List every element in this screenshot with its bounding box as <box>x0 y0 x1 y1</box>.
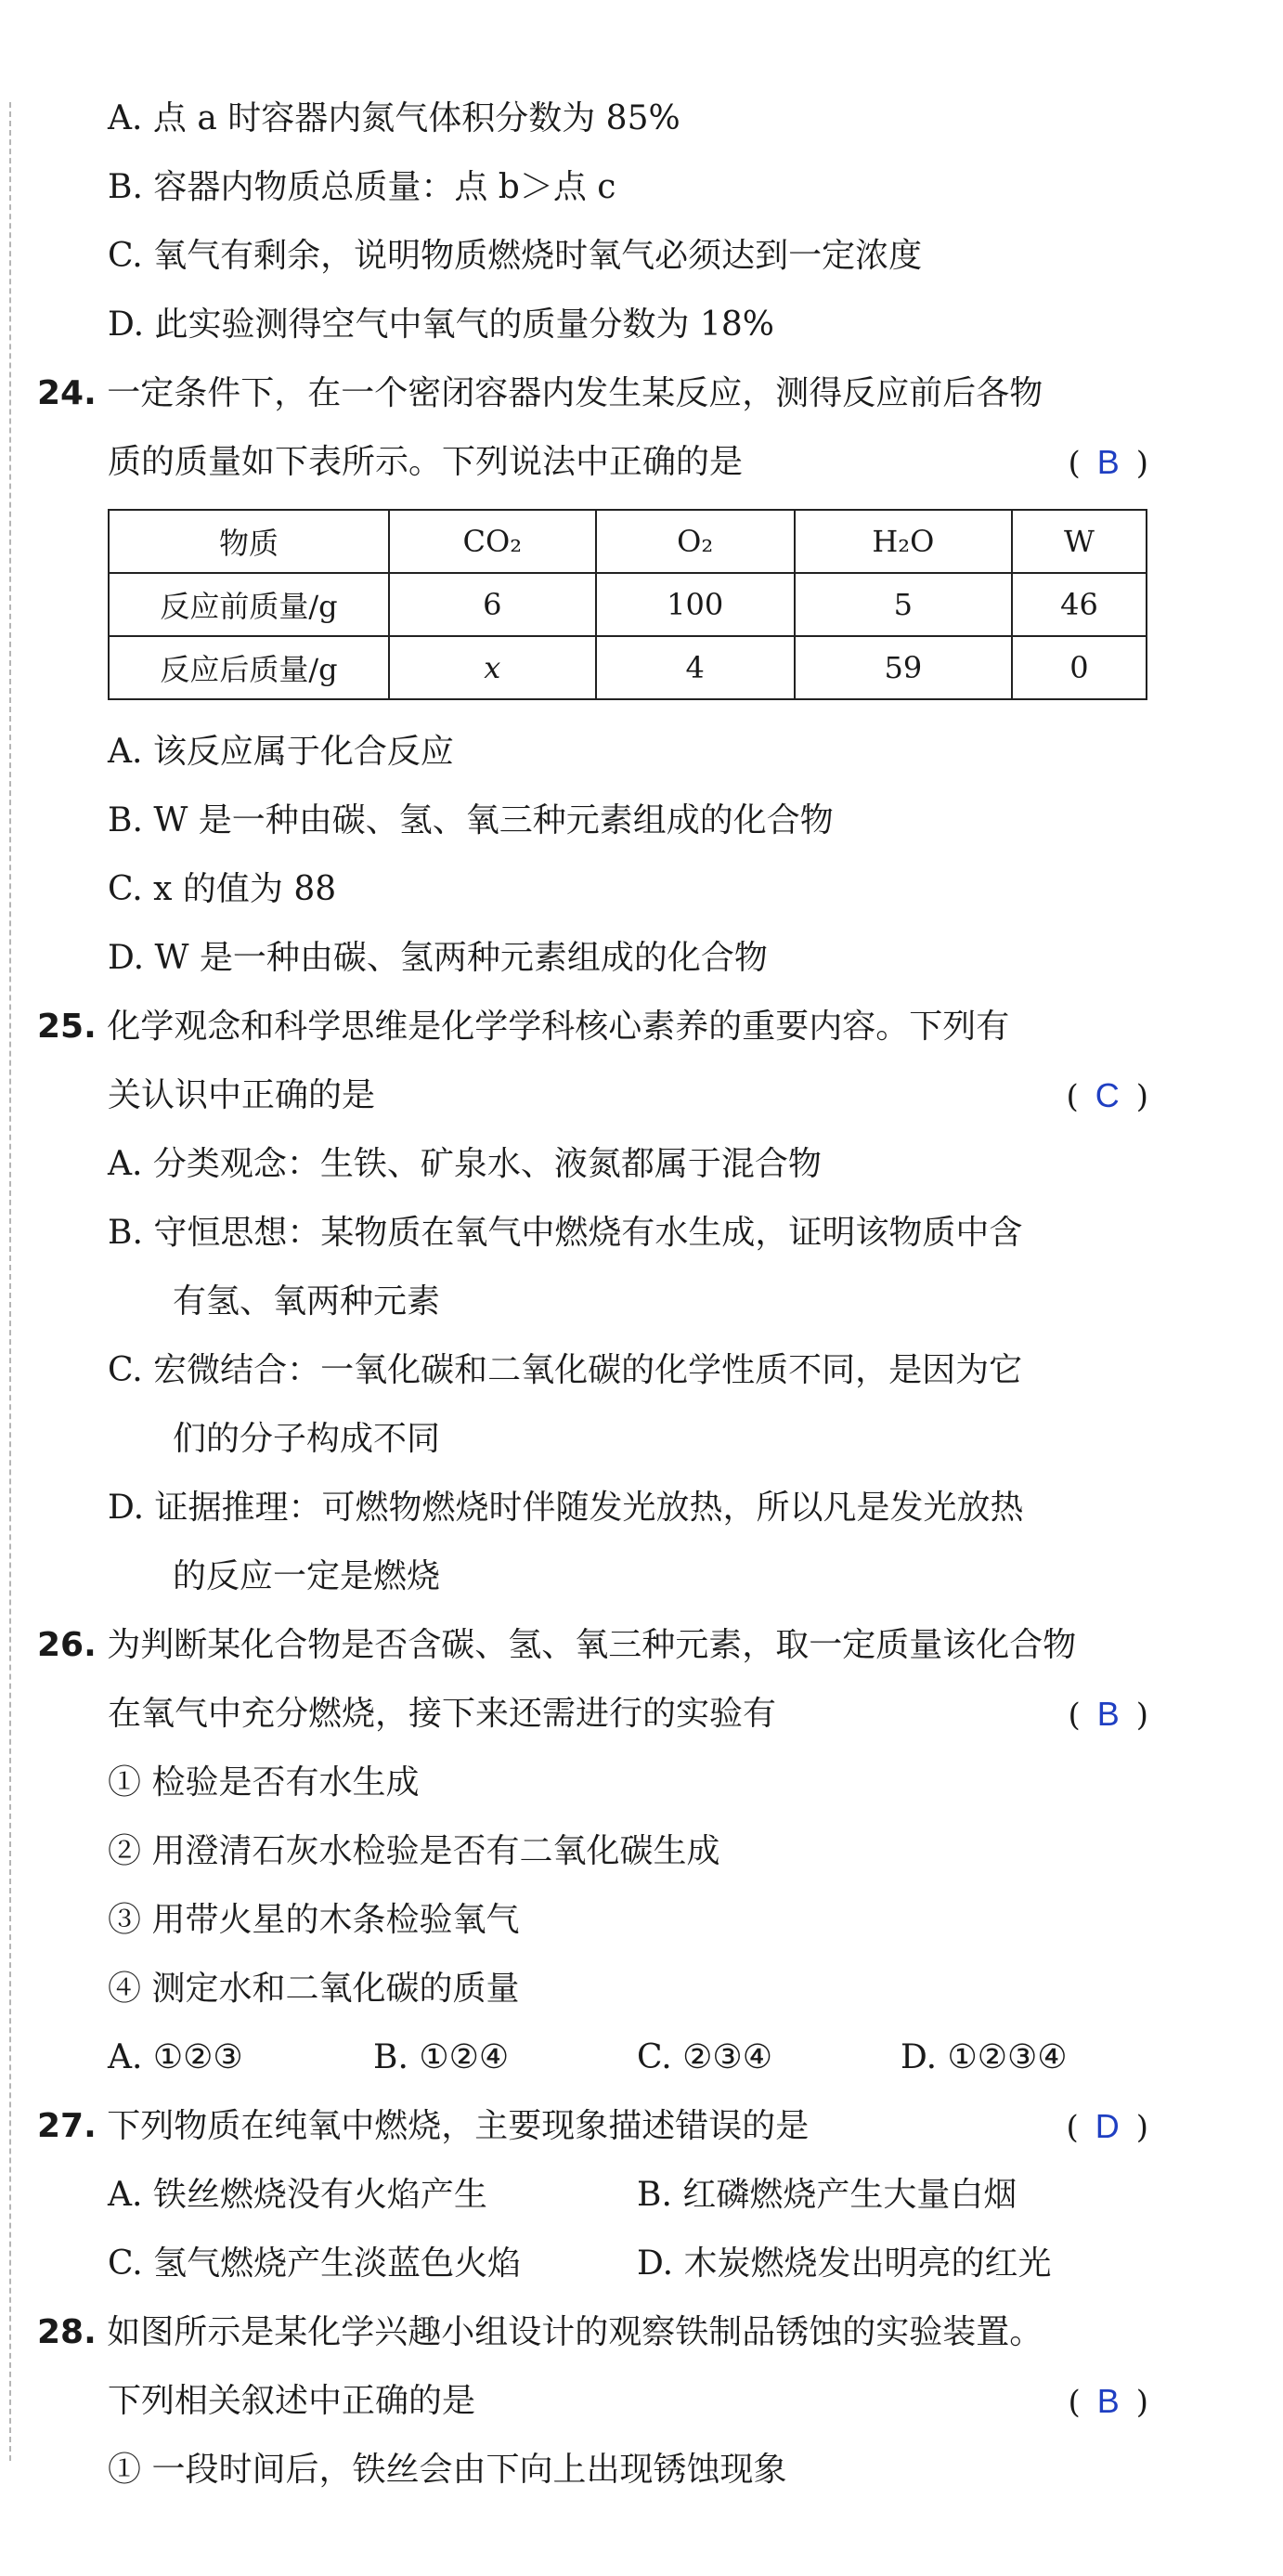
q24-mass-table <box>108 509 1147 700</box>
q27-number: 27. <box>37 2107 97 2145</box>
table-header-cell: CO₂ <box>389 510 596 573</box>
q26-option-a: A. ①②③ <box>108 2038 243 2076</box>
q23-option-b: B. 容器内物质总质量：点 b＞点 c <box>108 168 616 206</box>
q26-item-4: ④ 测定水和二氧化碳的质量 <box>108 1970 520 2008</box>
q27-stem-text1: 下列物质在纯氧中燃烧，主要现象描述错误的是 <box>107 2107 810 2145</box>
q25-option-c: C. 宏微结合：一氧化碳和二氧化碳的化学性质不同，是因为它 <box>108 1351 1023 1389</box>
q27-option-d: D. 木炭燃烧发出明亮的红光 <box>637 2244 1052 2283</box>
table-cell: 5 <box>795 573 1012 636</box>
q25-option-d: D. 证据推理：可燃物燃烧时伴随发光放热，所以凡是发光放热 <box>108 1489 1024 1527</box>
q26-stem-line1 <box>37 1623 1076 1668</box>
table-header-cell: H₂O <box>795 510 1012 573</box>
table-cell: 59 <box>795 636 1012 699</box>
q25-answer: ( C ) <box>1066 1076 1148 1115</box>
q28-number: 28. <box>37 2313 97 2351</box>
table-row <box>109 636 1147 699</box>
q24-option-a: A. 该反应属于化合反应 <box>108 733 454 771</box>
q26-answer-letter: B <box>1096 1695 1120 1733</box>
q26-option-d: D. ①②③④ <box>901 2038 1068 2076</box>
table-cell: 100 <box>596 573 795 636</box>
q25-stem-line1 <box>37 1005 1009 1049</box>
table-cell: 4 <box>596 636 795 699</box>
q25-stem-text1: 化学观念和科学思维是化学学科核心素养的重要内容。下列有 <box>107 1008 1010 1046</box>
table-header-cell: W <box>1012 510 1147 573</box>
q23-option-a: A. 点 a 时容器内氮气体积分数为 85% <box>108 99 680 137</box>
q26-stem-line2: 在氧气中充分燃烧，接下来还需进行的实验有 <box>108 1695 777 1733</box>
q28-stem-line1 <box>37 2310 1043 2355</box>
q27-option-c: C. 氢气燃烧产生淡蓝色火焰 <box>108 2244 522 2283</box>
q23-option-c: C. 氧气有剩余，说明物质燃烧时氧气必须达到一定浓度 <box>108 237 923 275</box>
table-cell: 6 <box>389 573 596 636</box>
q26-item-1: ① 检验是否有水生成 <box>108 1763 420 1802</box>
q23-option-d: D. 此实验测得空气中氧气的质量分数为 18% <box>108 306 774 344</box>
table-cell: 46 <box>1012 573 1147 636</box>
table-cell: 反应后质量/g <box>109 636 389 699</box>
table-cell: 0 <box>1012 636 1147 699</box>
q26-option-c: C. ②③④ <box>637 2038 772 2076</box>
q26-answer: ( B ) <box>1068 1695 1148 1734</box>
table-row <box>109 573 1147 636</box>
q25-option-b-cont: 有氢、氧两种元素 <box>173 1282 441 1321</box>
q27-answer-letter: D <box>1095 2107 1120 2145</box>
q28-item-1: ① 一段时间后，铁丝会由下向上出现锈蚀现象 <box>108 2451 787 2489</box>
binding-margin-dash <box>9 102 11 2461</box>
q25-option-d-cont: 的反应一定是燃烧 <box>173 1557 441 1595</box>
q25-option-b: B. 守恒思想：某物质在氧气中燃烧有水生成，证明该物质中含 <box>108 1214 1023 1252</box>
q28-stem-line2: 下列相关叙述中正确的是 <box>108 2382 476 2420</box>
q27-option-a: A. 铁丝燃烧没有火焰产生 <box>108 2176 487 2214</box>
q24-answer: ( B ) <box>1068 443 1148 482</box>
q25-number: 25. <box>37 1008 97 1046</box>
table-cell: x <box>389 636 596 699</box>
table-cell: 反应前质量/g <box>109 573 389 636</box>
q26-option-b: B. ①②④ <box>373 2038 510 2076</box>
q26-number: 26. <box>37 1626 97 1664</box>
q26-stem-text1: 为判断某化合物是否含碳、氢、氧三种元素，取一定质量该化合物 <box>107 1626 1077 1664</box>
q24-option-d: D. W 是一种由碳、氢两种元素组成的化合物 <box>108 939 768 977</box>
q25-stem-line2: 关认识中正确的是 <box>108 1076 376 1114</box>
q24-option-c: C. x 的值为 88 <box>108 870 337 908</box>
q24-stem-line1 <box>37 371 1043 416</box>
q25-option-a: A. 分类观念：生铁、矿泉水、液氮都属于混合物 <box>108 1145 822 1183</box>
table-header-cell: 物质 <box>109 510 389 573</box>
q27-answer: ( D ) <box>1066 2107 1148 2146</box>
q24-stem-text1: 一定条件下，在一个密闭容器内发生某反应，测得反应前后各物 <box>107 374 1043 412</box>
q26-item-3: ③ 用带火星的木条检验氧气 <box>108 1901 520 1939</box>
q28-answer: ( B ) <box>1068 2382 1148 2421</box>
table-header-row <box>109 510 1147 573</box>
q27-stem-line1 <box>37 2104 809 2149</box>
q24-option-b: B. W 是一种由碳、氢、氧三种元素组成的化合物 <box>108 801 834 839</box>
q24-stem-line2: 质的质量如下表所示。下列说法中正确的是 <box>108 443 744 481</box>
q25-option-c-cont: 们的分子构成不同 <box>173 1420 441 1458</box>
table-header-cell: O₂ <box>596 510 795 573</box>
q28-answer-letter: B <box>1096 2382 1120 2420</box>
q26-item-2: ② 用澄清石灰水检验是否有二氧化碳生成 <box>108 1832 720 1870</box>
q27-option-b: B. 红磷燃烧产生大量白烟 <box>637 2176 1017 2214</box>
q24-number: 24. <box>37 374 97 412</box>
q28-stem-text1: 如图所示是某化学兴趣小组设计的观察铁制品锈蚀的实验装置。 <box>107 2313 1043 2351</box>
q25-answer-letter: C <box>1095 1076 1120 1114</box>
q24-answer-letter: B <box>1096 443 1120 481</box>
